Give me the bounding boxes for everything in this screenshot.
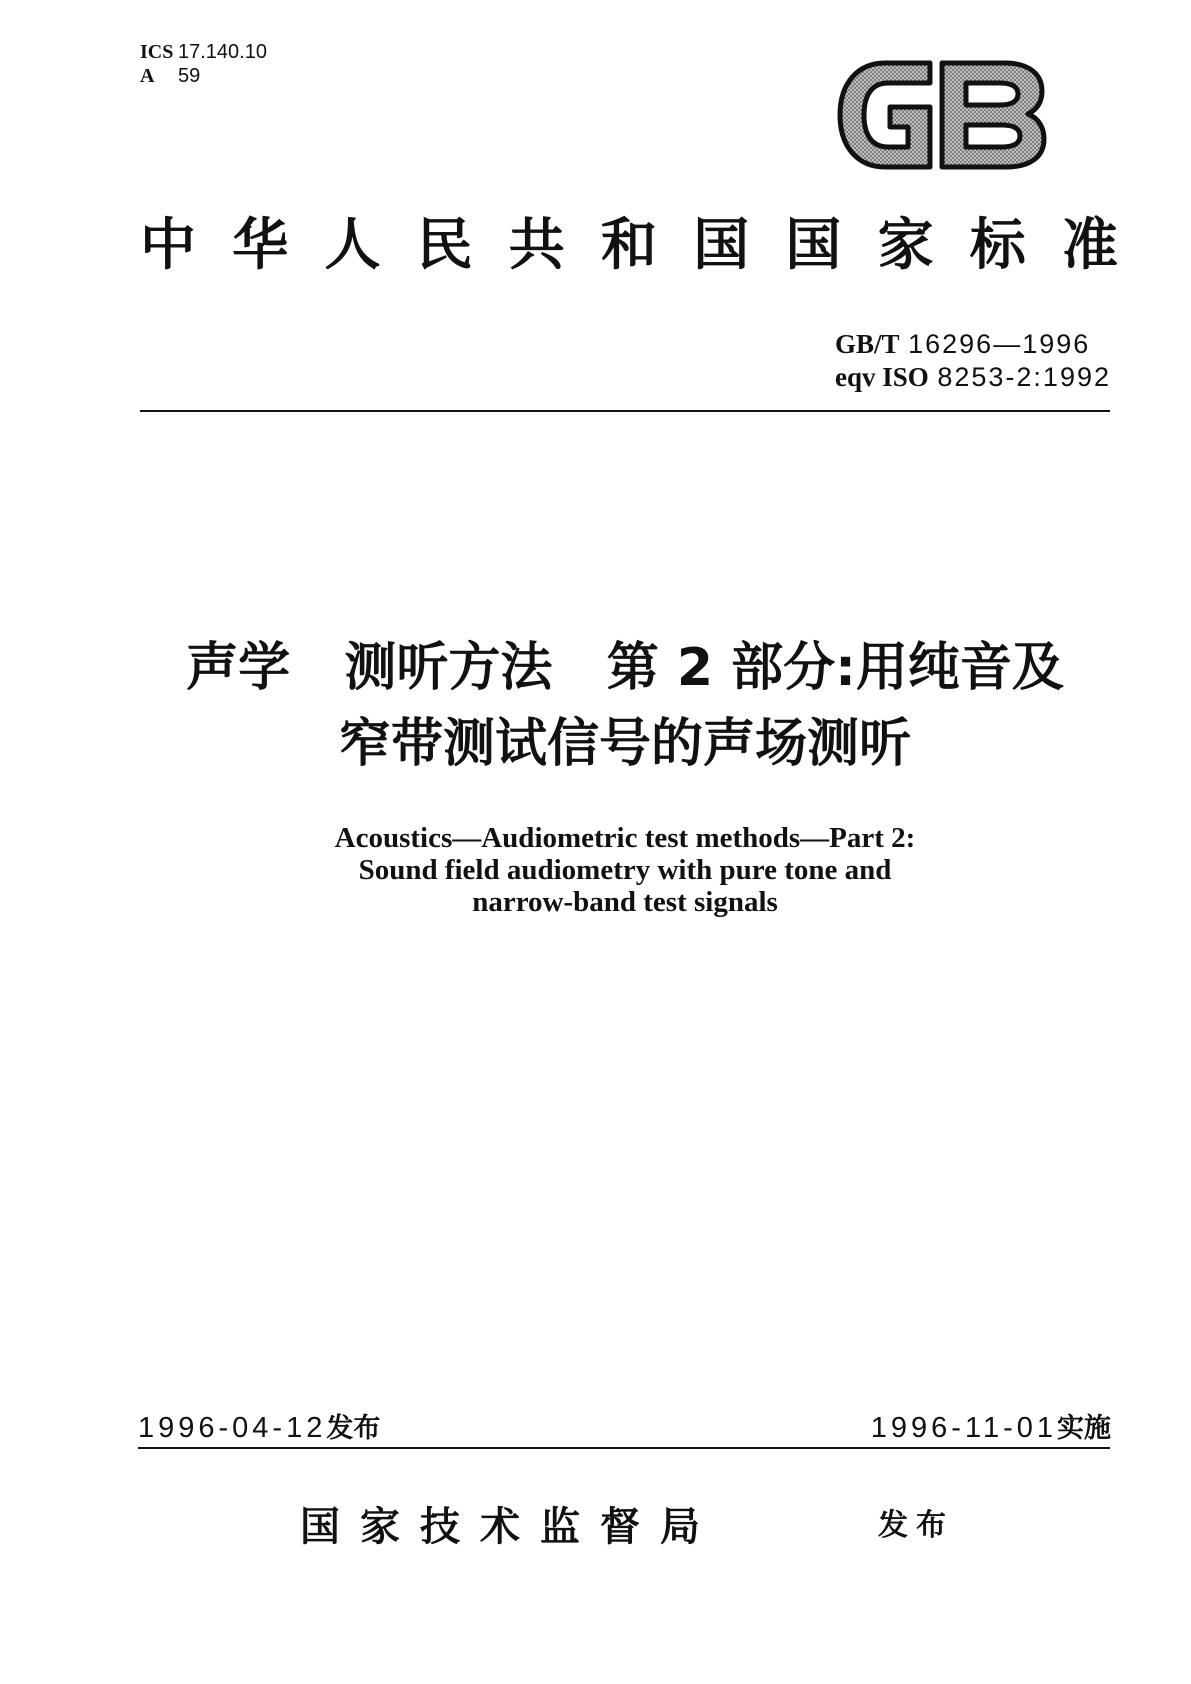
implementation-date: [871, 1406, 1111, 1445]
ics-row: [140, 40, 267, 64]
implementation-date-value: 1996-11-01: [870, 1412, 1057, 1444]
class-row: [140, 64, 267, 88]
equivalent-number: 8253-2:1992: [937, 362, 1111, 392]
footer-divider: [138, 1447, 1110, 1449]
issuing-authority: 国家技术监督局: [300, 1503, 720, 1550]
english-title: [140, 822, 1110, 918]
equivalent-prefix: eqv ISO: [834, 362, 929, 392]
ics-code: 17.140.10: [178, 41, 267, 63]
standard-number-row: [835, 328, 1111, 361]
chinese-title-line-1: 声学 测听方法 第 2 部分:用纯音及: [186, 638, 1064, 698]
class-label: A: [140, 65, 155, 87]
standard-numbers: [835, 328, 1111, 394]
release-date: [138, 1406, 380, 1445]
standard-prefix: GB/T: [834, 329, 900, 359]
standard-number: 16296—1996: [908, 329, 1091, 359]
english-title-line-1: Acoustics—Audiometric test methods—Part 2:: [334, 822, 916, 854]
release-date-value: 1996-04-12: [138, 1412, 327, 1444]
national-standard-heading: 中华人民共和国国家标准: [140, 212, 1120, 278]
english-title-line-3: narrow-band test signals: [472, 886, 778, 918]
equivalent-standard-row: [835, 361, 1111, 394]
header-divider: [140, 410, 1110, 412]
ics-label: ICS: [140, 41, 174, 63]
release-label: 发布: [326, 1413, 381, 1444]
chinese-title: [100, 630, 1150, 782]
chinese-title-line-2: 窄带测试信号的声场测听: [338, 714, 911, 774]
gb-logo-icon: [830, 55, 1050, 175]
class-code: 59: [178, 65, 201, 87]
implementation-label: 实施: [1057, 1413, 1111, 1444]
classification-codes: [140, 40, 267, 88]
english-title-line-2: Sound field audiometry with pure tone and: [358, 854, 892, 886]
issuing-label: 发布: [878, 1508, 954, 1543]
